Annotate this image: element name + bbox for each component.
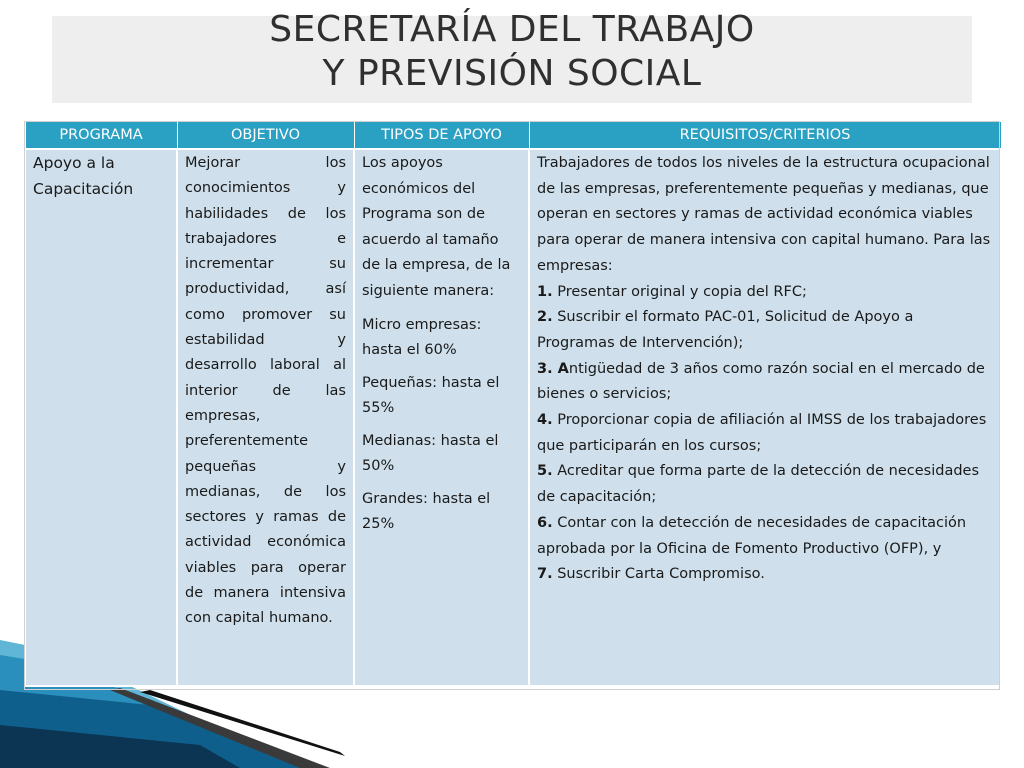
list-item: [537, 280, 993, 306]
header-tipos-apoyo: TIPOS DE APOYO: [354, 122, 529, 150]
req-text: Proporcionar copia de afiliación al IMSS de los trabajadores que participarán en los cursos;: [537, 412, 987, 454]
cell-objetivo: Mejorar los conocimientos y habilidades de los trabajadores e incrementar su productividad, así como promover su estabilidad y desarrollo laboral al interior de las empresas, preferentemente pequeñas y medianas, de los sectores y ramas de actividad económica viables para operar de manera intensiva con capital humano.: [177, 149, 354, 686]
req-num: 2.: [537, 309, 553, 326]
apoyo-micro: Micro empresas: hasta el 60%: [362, 317, 482, 358]
req-num: 6.: [537, 514, 553, 531]
cell-programa: Apoyo a la Capacitación: [25, 149, 177, 686]
req-num: 7.: [537, 566, 553, 583]
header-objetivo: OBJETIVO: [177, 122, 354, 150]
apoyo-medianas: Medianas: hasta el 50%: [362, 433, 499, 474]
program-table: [24, 121, 1002, 687]
req-num: 1.: [537, 283, 553, 300]
title-line-2: Y PREVISIÓN SOCIAL: [322, 53, 702, 94]
req-text: Contar con la detección de necesidades de capacitación aprobada por la Oficina de Fomento Productivo (OFP), y: [537, 514, 967, 557]
cell-tipos-apoyo: [354, 149, 529, 686]
header-programa: PROGRAMA: [25, 122, 177, 150]
req-text: Presentar original y copia del RFC;: [552, 283, 807, 300]
req-num: 5.: [537, 463, 553, 480]
req-text: Suscribir el formato PAC-01, Solicitud de Apoyo a Programas de Intervención);: [537, 309, 914, 351]
list-item: [537, 357, 993, 408]
req-num: 4.: [537, 412, 553, 429]
title-line-1: SECRETARÍA DEL TRABAJO: [269, 9, 755, 50]
table-header-row: [25, 122, 1001, 150]
table-row: [25, 149, 1001, 686]
apoyo-grandes: Grandes: hasta el 25%: [362, 491, 491, 532]
req-num: 3. A: [537, 360, 569, 377]
list-item: [537, 511, 993, 562]
req-text: Suscribir Carta Compromiso.: [552, 566, 765, 583]
cell-requisitos: [529, 149, 1001, 686]
list-item: [537, 459, 993, 510]
req-text: ntigüedad de 3 años como razón social en el mercado de bienes o servicios;: [537, 360, 985, 403]
req-text: Acreditar que forma parte de la detección de necesidades de capacitación;: [537, 463, 980, 506]
list-item: [537, 408, 993, 459]
header-requisitos: REQUISITOS/CRITERIOS: [529, 122, 1001, 150]
apoyo-intro: Los apoyos económicos del Programa son de acuerdo al tamaño de la empresa, de la siguiente manera:: [362, 155, 511, 299]
requisitos-intro: Trabajadores de todos los niveles de la estructura ocupacional de las empresas, preferentemente pequeñas y medianas, que operan en sectores y ramas de actividad económica viables para operar de manera intensiva con capital humano. Para las empresas:: [537, 155, 991, 274]
apoyo-pequenas: Pequeñas: hasta el 55%: [362, 375, 500, 416]
list-item: [537, 562, 993, 588]
page-title: [52, 8, 972, 96]
list-item: [537, 305, 993, 356]
